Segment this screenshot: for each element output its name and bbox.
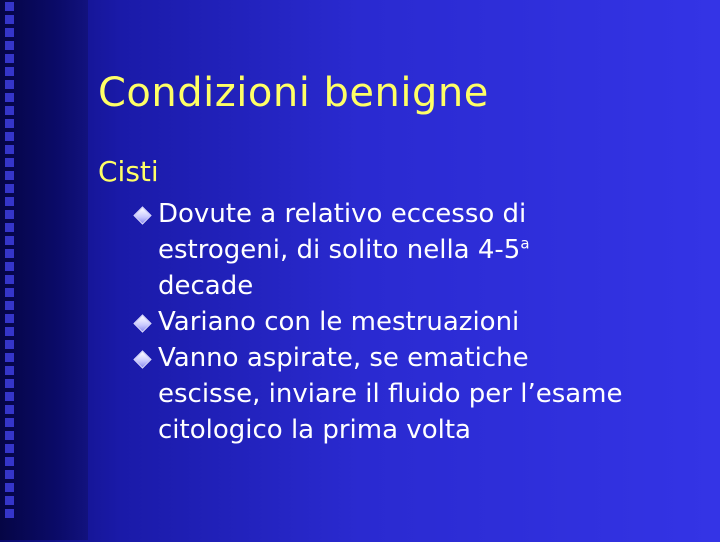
decorative-square: [5, 28, 14, 37]
decorative-square: [5, 314, 14, 323]
bullet-line: decade: [158, 271, 254, 301]
bullet-line: estrogeni, di solito nella 4-5: [158, 235, 521, 265]
decorative-square: [5, 392, 14, 401]
decorative-square: [5, 145, 14, 154]
decorative-square: [5, 340, 14, 349]
decorative-square: [5, 509, 14, 518]
bullet-line: citologico la prima volta: [158, 415, 471, 445]
diamond-bullet-icon: [133, 314, 151, 332]
bullet-item-2: [136, 304, 696, 340]
decorative-square: [5, 171, 14, 180]
decorative-square: [5, 41, 14, 50]
superscript: a: [520, 234, 530, 253]
decorative-square: [5, 119, 14, 128]
decorative-square: [5, 184, 14, 193]
decorative-square: [5, 301, 14, 310]
left-decorative-band: [0, 0, 88, 540]
diamond-bullet-icon: [133, 206, 151, 224]
decorative-square: [5, 158, 14, 167]
decorative-square: [5, 379, 14, 388]
section-heading: Cisti: [98, 155, 159, 188]
decorative-square: [5, 223, 14, 232]
decorative-square: [5, 54, 14, 63]
decorative-square: [5, 67, 14, 76]
decorative-square: [5, 288, 14, 297]
decorative-square: [5, 249, 14, 258]
decorative-square: [5, 197, 14, 206]
slide-title: Condizioni benigne: [98, 70, 489, 116]
bullet-item-3: [136, 340, 696, 448]
decorative-square: [5, 236, 14, 245]
bullet-line: Variano con le mestruazioni: [158, 307, 520, 337]
decorative-square: [5, 444, 14, 453]
decorative-square: [5, 405, 14, 414]
decorative-square: [5, 483, 14, 492]
decorative-square: [5, 2, 14, 11]
decorative-square: [5, 80, 14, 89]
bullet-item-1: [136, 196, 696, 304]
decorative-square: [5, 496, 14, 505]
decorative-square: [5, 327, 14, 336]
decorative-square: [5, 93, 14, 102]
decorative-square: [5, 106, 14, 115]
decorative-square: [5, 366, 14, 375]
decorative-square: [5, 470, 14, 479]
square-pattern-strip: [2, 0, 16, 542]
decorative-square: [5, 457, 14, 466]
bullet-line: escisse, inviare il fluido per l’esame: [158, 379, 623, 409]
bullet-line: Dovute a relativo eccesso di: [158, 199, 527, 229]
decorative-square: [5, 275, 14, 284]
decorative-square: [5, 431, 14, 440]
diamond-bullet-icon: [133, 350, 151, 368]
bullet-list: [136, 196, 696, 448]
bullet-line-with-superscript: [158, 232, 696, 268]
decorative-square: [5, 418, 14, 427]
bullet-line: Vanno aspirate, se ematiche: [158, 343, 529, 373]
decorative-square: [5, 262, 14, 271]
decorative-square: [5, 210, 14, 219]
decorative-square: [5, 132, 14, 141]
decorative-square: [5, 353, 14, 362]
decorative-square: [5, 15, 14, 24]
